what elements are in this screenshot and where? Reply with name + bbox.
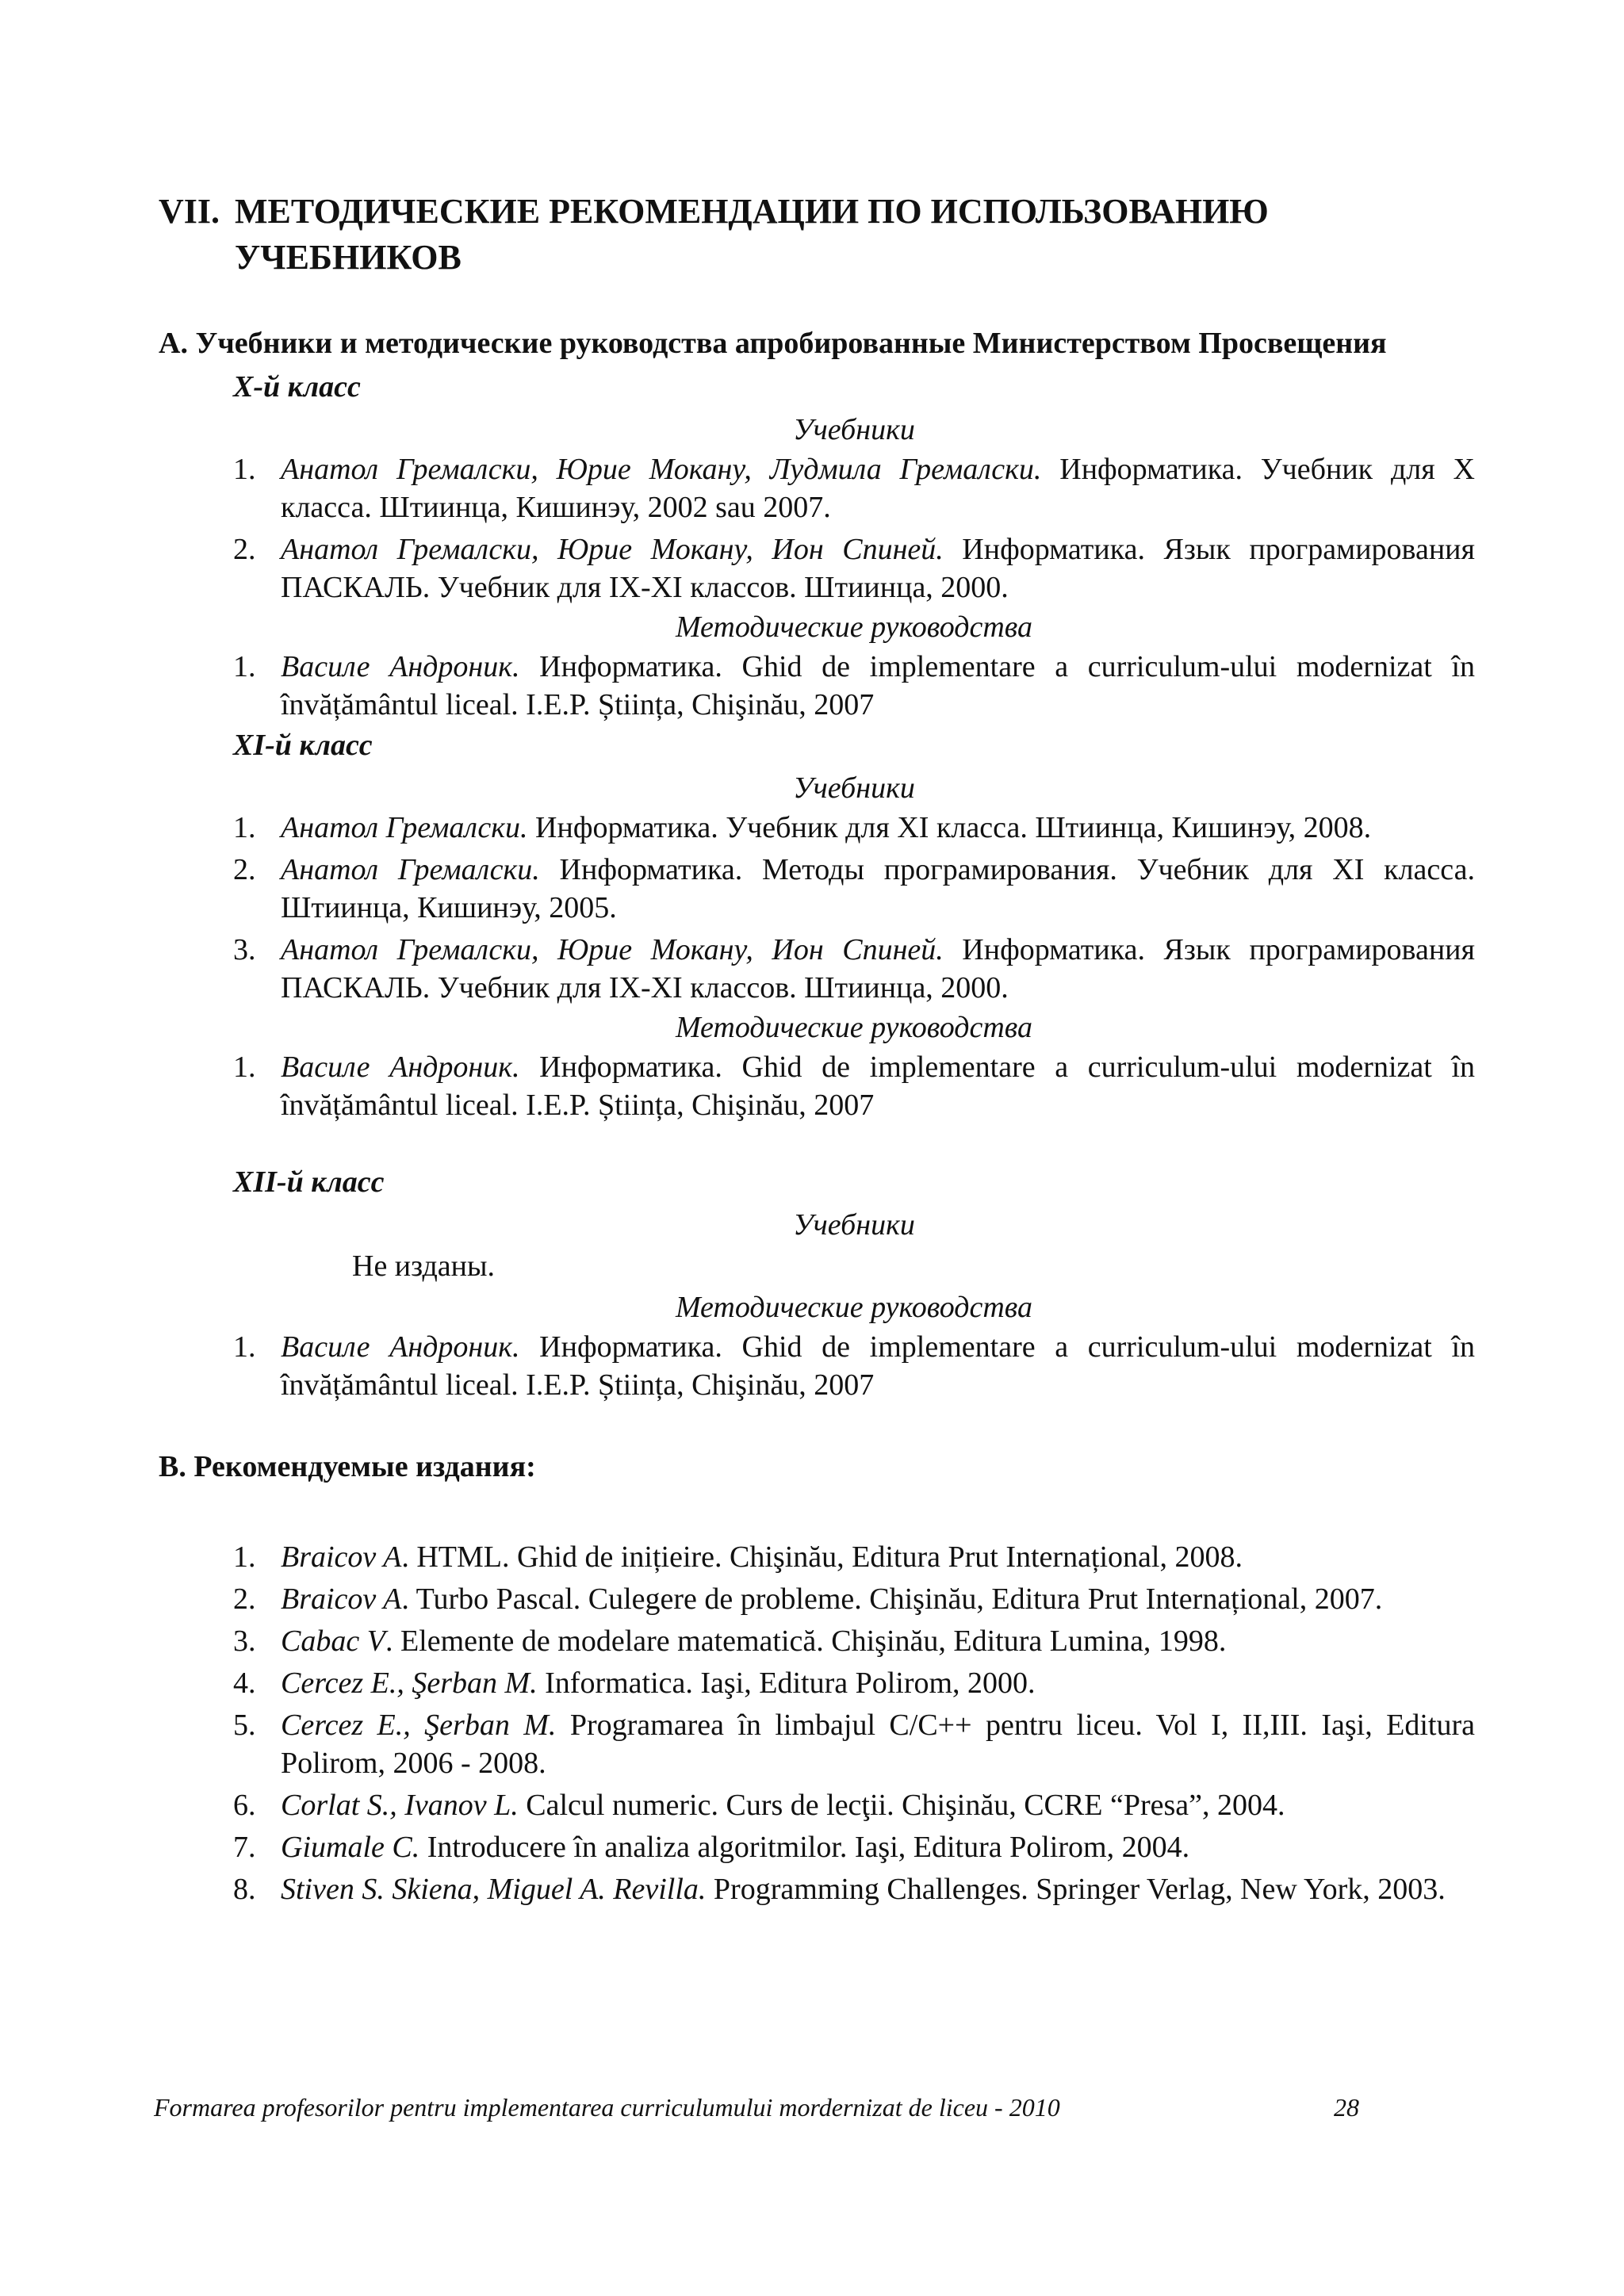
recommended-list <box>159 1538 1475 1908</box>
item-number: 8. <box>233 1873 256 1906</box>
item-text <box>281 450 1475 526</box>
item-number: 1. <box>233 650 256 683</box>
item-number: 2. <box>233 1582 256 1616</box>
item-title: Calcul numeric. Curs de lecţii. Chişinău, CCRE “Presa”, 2004. <box>518 1789 1285 1822</box>
list-item <box>233 648 1475 724</box>
grade-x-heading: X-й класс <box>233 370 361 404</box>
item-number: 1. <box>233 1330 256 1364</box>
item-text <box>281 1828 1475 1866</box>
item-author: Анатол Гремалски. <box>281 811 528 844</box>
list-item <box>233 1048 1475 1124</box>
grade-xii-no-textbooks: Не изданы. <box>352 1249 496 1283</box>
item-number: 1. <box>233 1050 256 1084</box>
item-text <box>281 1048 1475 1124</box>
list-item <box>233 1786 1475 1824</box>
list-item <box>233 931 1475 1007</box>
item-text <box>281 851 1475 927</box>
grade-xii-heading: XII-й класс <box>233 1165 385 1199</box>
grade-xii-guides-list <box>159 1328 1475 1404</box>
item-number: 2. <box>233 853 256 886</box>
item-text <box>281 1870 1475 1908</box>
list-item <box>233 1580 1475 1618</box>
spacer <box>159 1124 1475 1161</box>
item-text <box>281 1622 1475 1660</box>
item-title: Информатика. Язык програмирования ПАСКАЛЬ. Учебник для IX-XI классов. Штиинца, 2000. <box>281 933 1475 1004</box>
item-number: 2. <box>233 533 256 566</box>
item-author: Василе Андроник. <box>281 1050 520 1084</box>
item-author: Giumale C. <box>281 1831 420 1864</box>
grade-xii-textbooks-label: Учебники <box>793 1208 915 1242</box>
item-author: Stiven S. Skiena, Miguel A. Revilla. <box>281 1873 707 1906</box>
item-author: Анатол Гремалски, Юрие Мокану, Лудмила Гремалски. <box>281 453 1042 486</box>
list-item <box>233 1538 1475 1576</box>
item-author: Cercez E., Şerban M. <box>281 1709 557 1742</box>
item-text <box>281 648 1475 724</box>
grade-xi-guides-label: Методические руководства <box>675 1011 1033 1044</box>
item-number: 4. <box>233 1667 256 1700</box>
grade-xi-heading: XI-й класс <box>233 729 373 762</box>
item-author: Анатол Гремалски, Юрие Мокану, Ион Спиней. <box>281 533 944 566</box>
item-number: 1. <box>233 811 256 844</box>
item-text <box>281 1786 1475 1824</box>
item-number: 1. <box>233 453 256 486</box>
item-title: Информатика. Учебник для XI класса. Штиинца, Кишинэу, 2008. <box>527 811 1372 844</box>
list-item <box>233 450 1475 526</box>
item-title: Programarea în limbajul C/C++ pentru liceu. Vol I, II,III. Iaşi, Editura Polirom, 2006 - 2008. <box>281 1709 1475 1780</box>
item-number: 1. <box>233 1540 256 1574</box>
page-number: 28 <box>1334 2093 1359 2122</box>
item-author: Анатол Гремалски, Юрие Мокану, Ион Спиней. <box>281 933 944 966</box>
item-title: Информатика. Язык програмирования ПАСКАЛЬ. Учебник для IX-XI классов. Штиинца, 2000. <box>281 533 1475 604</box>
item-title: Информатика. Методы програмирования. Учебник для XI класса. Штиинца, Кишинэу, 2005. <box>281 853 1475 924</box>
title-number: VII. <box>159 192 220 231</box>
item-title: Informatica. Iaşi, Editura Polirom, 2000. <box>537 1667 1036 1700</box>
title-text: МЕТОДИЧЕСКИЕ РЕКОМЕНДАЦИИ ПО ИСПОЛЬЗОВАНИЮ УЧЕБНИКОВ <box>235 192 1269 277</box>
item-title: Programming Challenges. Springer Verlag, New York, 2003. <box>706 1873 1446 1906</box>
item-text <box>281 809 1475 847</box>
item-author: Cercez E., Şerban M. <box>281 1667 538 1700</box>
item-text <box>281 1328 1475 1404</box>
grade-x-guides-label: Методические руководства <box>675 610 1033 644</box>
list-item <box>233 1664 1475 1702</box>
list-item <box>233 1328 1475 1404</box>
item-number: 5. <box>233 1709 256 1742</box>
item-text <box>281 1706 1475 1782</box>
grade-xii-guides-label: Методические руководства <box>675 1291 1033 1324</box>
list-item <box>233 851 1475 927</box>
footer-text: Formarea profesorilor pentru implementarea curriculumului mordernizat de liceu - 2010 <box>154 2093 1060 2122</box>
list-item <box>233 1870 1475 1908</box>
list-item <box>233 1706 1475 1782</box>
item-author: Braicov A <box>281 1540 402 1574</box>
grade-x-textbooks-list <box>159 450 1475 607</box>
item-author: Василе Андроник. <box>281 650 520 683</box>
grade-xi-textbooks-list <box>159 809 1475 1007</box>
item-text <box>281 931 1475 1007</box>
list-item <box>233 809 1475 847</box>
item-number: 6. <box>233 1789 256 1822</box>
item-author: Cabac V <box>281 1624 385 1658</box>
item-title: . Turbo Pascal. Culegere de probleme. Chişinău, Editura Prut Internațional, 2007. <box>401 1582 1383 1616</box>
item-text <box>281 1538 1475 1576</box>
grade-x-textbooks-label: Учебники <box>793 413 915 446</box>
item-title: Информатика. Учебник для X класса. Штиинца, Кишинэу, 2002 sau 2007. <box>281 453 1476 524</box>
list-item <box>233 1622 1475 1660</box>
section-a-heading: A. Учебники и методические руководства апробированные Министерством Просвещения <box>159 327 1387 360</box>
item-title: Информатика. Ghid de implementare a curriculum-ului modernizat în învățământul liceal. I.E.P. Știința, Chişinău, 2007 <box>281 650 1476 721</box>
item-text <box>281 1664 1475 1702</box>
page-title <box>159 189 1475 281</box>
item-title: Информатика. Ghid de implementare a curriculum-ului modernizat în învățământul liceal. I.E.P. Știința, Chişinău, 2007 <box>281 1050 1476 1122</box>
item-author: Braicov A <box>281 1582 402 1616</box>
item-text <box>281 1580 1475 1618</box>
grade-xi-guides-list <box>159 1048 1475 1124</box>
document-page <box>159 189 1475 1908</box>
item-title: . Elemente de modelare matematică. Chişinău, Editura Lumina, 1998. <box>385 1624 1227 1658</box>
list-item <box>233 530 1475 607</box>
item-text <box>281 530 1475 607</box>
item-number: 7. <box>233 1831 256 1864</box>
item-author: Анатол Гремалски. <box>281 853 540 886</box>
item-author: Василе Андроник. <box>281 1330 520 1364</box>
item-number: 3. <box>233 933 256 966</box>
item-title: . HTML. Ghid de inițieire. Chişinău, Editura Prut Internațional, 2008. <box>401 1540 1243 1574</box>
grade-x-guides-list <box>159 648 1475 724</box>
item-author: Corlat S., Ivanov L. <box>281 1789 519 1822</box>
grade-xi-textbooks-label: Учебники <box>793 771 915 805</box>
section-b-heading: B. Рекомендуемые издания: <box>159 1450 536 1483</box>
page-footer <box>154 2093 1359 2122</box>
item-number: 3. <box>233 1624 256 1658</box>
item-title: Introducere în analiza algoritmilor. Iaşi, Editura Polirom, 2004. <box>419 1831 1190 1864</box>
item-title: Информатика. Ghid de implementare a curriculum-ului modernizat în învățământul liceal. I.E.P. Știința, Chişinău, 2007 <box>281 1330 1476 1402</box>
list-item <box>233 1828 1475 1866</box>
